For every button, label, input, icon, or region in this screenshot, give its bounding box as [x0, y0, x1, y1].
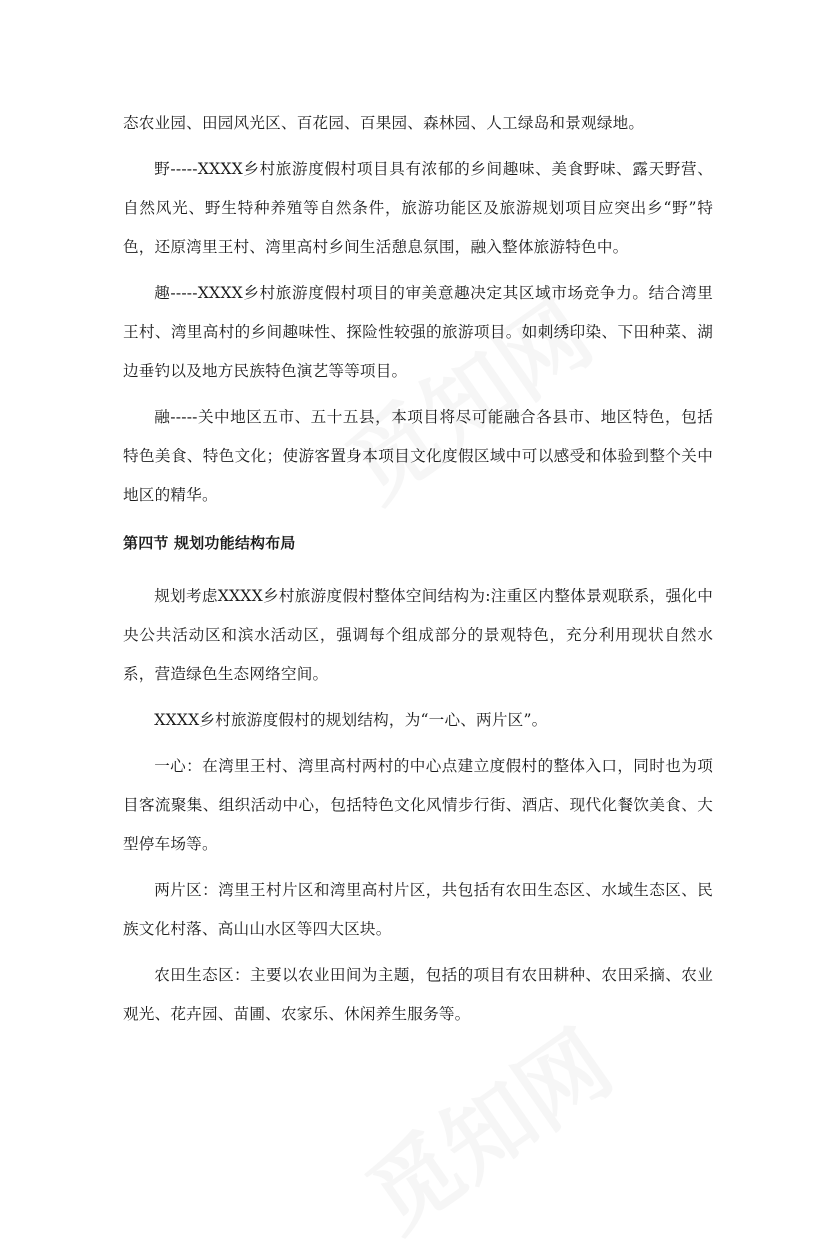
paragraph-two-zones: 两片区：湾里王村片区和湾里高村片区，共包括有农田生态区、水域生态区、民族文化村落、高山山水区等四大区块。 [123, 881, 713, 938]
paragraph-qu: 趣-----XXXX乡村旅游度假村项目的审美意趣决定其区域市场竞争力。结合湾里王村、湾里高村的乡间趣味性、探险性较强的旅游项目。如刺绣印染、下田种菜、湖边垂钓以及地方民族特色演艺等等项目。 [123, 284, 713, 380]
paragraph-rong: 融-----关中地区五市、五十五县，本项目将尽可能融合各县市、地区特色，包括特色美食、特色文化；使游客置身本项目文化度假区域中可以感受和体验到整个关中地区的精华。 [123, 408, 713, 504]
paragraph-farmland-zone: 农田生态区：主要以农业田间为主题，包括的项目有农田耕种、农田采摘、农业观光、花卉园、苗圃、农家乐、休闲养生服务等。 [123, 966, 713, 1023]
paragraph-continuation: 态农业园、田园风光区、百花园、百果园、森林园、人工绿岛和景观绿地。 [123, 114, 645, 132]
paragraph-planning: 规划考虑XXXX乡村旅游度假村整体空间结构为:注重区内整体景观联系，强化中央公共活动区和滨水活动区，强调每个组成部分的景观特色，充分利用现状自然水系，营造绿色生态网络空间。 [123, 587, 713, 683]
paragraph-structure: XXXX乡村旅游度假村的规划结构，为“一心、两片区”。 [154, 711, 548, 729]
paragraph-ye: 野-----XXXX乡村旅游度假村项目具有浓郁的乡间趣味、美食野味、露天野营、自然风光、野生特种养殖等自然条件，旅游功能区及旅游规划项目应突出乡“野”特色，还原湾里王村、湾里高村乡间生活憩息氛围，融入整体旅游特色中。 [123, 160, 713, 256]
section-heading: 第四节 规划功能结构布局 [123, 534, 296, 552]
paragraph-one-center: 一心：在湾里王村、湾里高村两村的中心点建立度假村的整体入口，同时也为项目客流聚集、组织活动中心，包括特色文化风情步行街、酒店、现代化餐饮美食、大型停车场等。 [123, 757, 713, 853]
document-body [123, 104, 713, 1041]
